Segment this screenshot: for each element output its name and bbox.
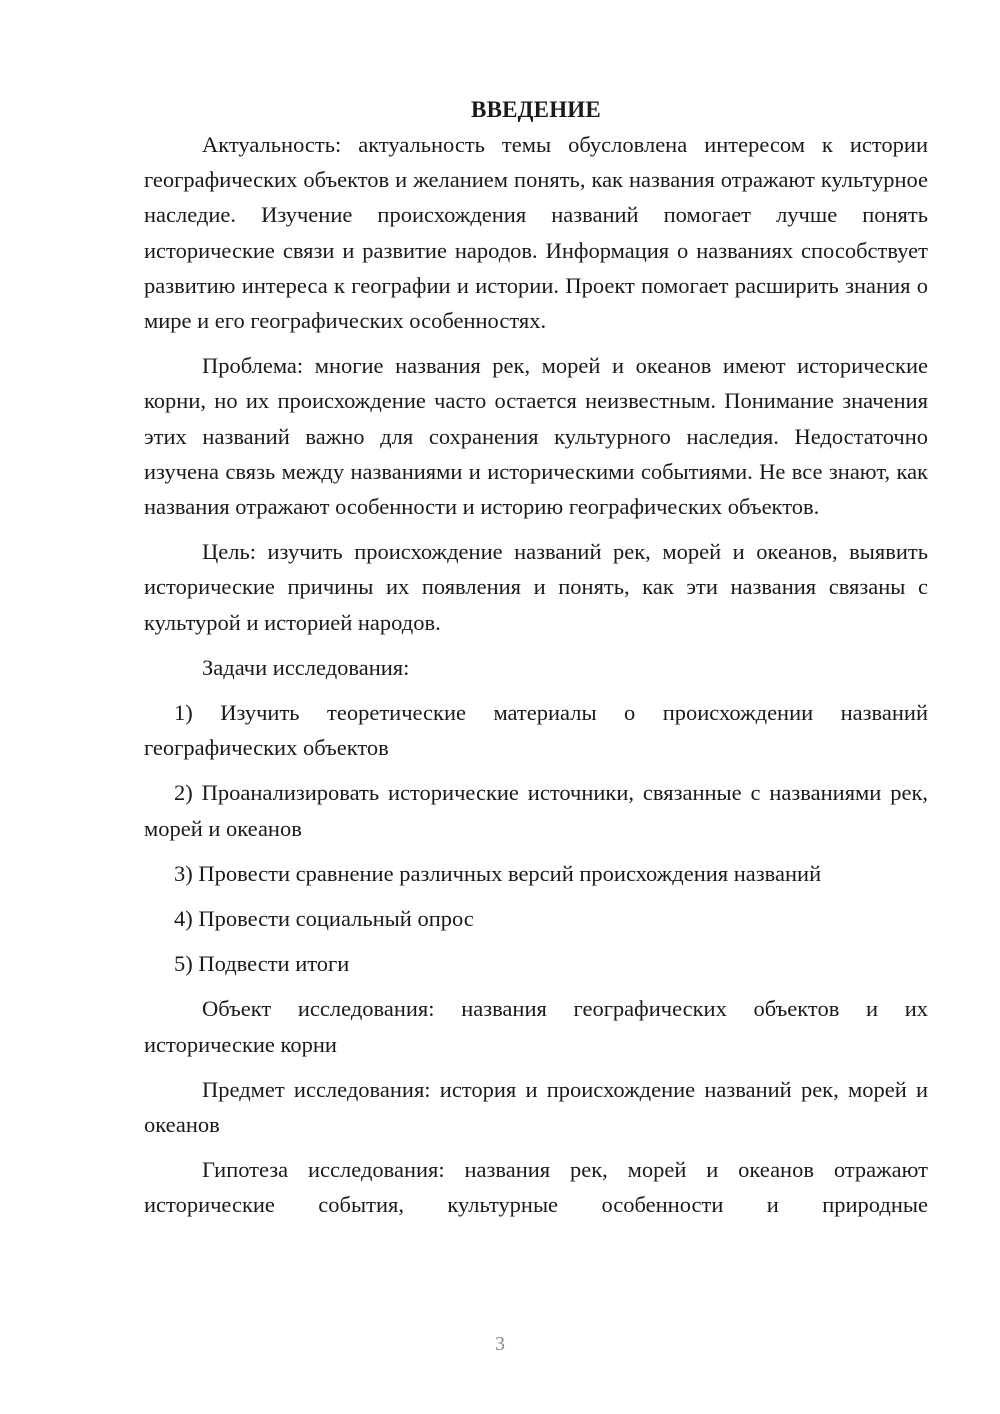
object-paragraph: Объект исследования: названия географических объектов и их исторические корни bbox=[144, 996, 928, 1057]
task-item: 5) Подвести итоги bbox=[174, 951, 350, 977]
hypothesis-paragraph: Гипотеза исследования: названия рек, морей и океанов отражают исторические события, культурные особенности и природные bbox=[144, 1157, 928, 1218]
task-item: 2) Проанализировать исторические источники, связанные с названиями рек, морей и океанов bbox=[144, 780, 928, 841]
page-number: 3 bbox=[495, 1333, 505, 1355]
subject-paragraph: Предмет исследования: история и происхождение названий рек, морей и океанов bbox=[144, 1076, 928, 1138]
task-item: 3) Провести сравнение различных версий происхождения названий bbox=[174, 860, 822, 886]
tasks-heading: Задачи исследования: bbox=[202, 654, 410, 680]
task-item: 1) Изучить теоретические материалы о происхождении названий географических объектов bbox=[144, 700, 928, 761]
section-title: ВВЕДЕНИЕ bbox=[471, 97, 601, 122]
goal-paragraph: Цель: изучить происхождение названий рек, морей и океанов, выявить исторические причины их появления и понять, как эти названия связаны с культурой и историей народов. bbox=[144, 539, 928, 635]
task-item: 4) Провести социальный опрос bbox=[174, 906, 474, 932]
document-page bbox=[144, 92, 928, 1223]
relevance-paragraph: Актуальность: актуальность темы обусловлена интересом к истории географических объектов и желанием понять, как названия отражают культурное наследие. Изучение происхождения названий помогает лучше понять исторические связи и развитие народов. Информация о названиях способствует развитию интереса к географии и истории. Проект помогает расширить знания о мире и его географических особенностях. bbox=[144, 132, 928, 334]
problem-paragraph: Проблема: многие названия рек, морей и океанов имеют исторические корни, но их происхождение часто остается неизвестным. Понимание значения этих названий важно для сохранения культурного наследия. Недостаточно изучена связь между названиями и историческими событиями. Не все знают, как названия отражают особенности и историю географических объектов. bbox=[144, 353, 928, 520]
